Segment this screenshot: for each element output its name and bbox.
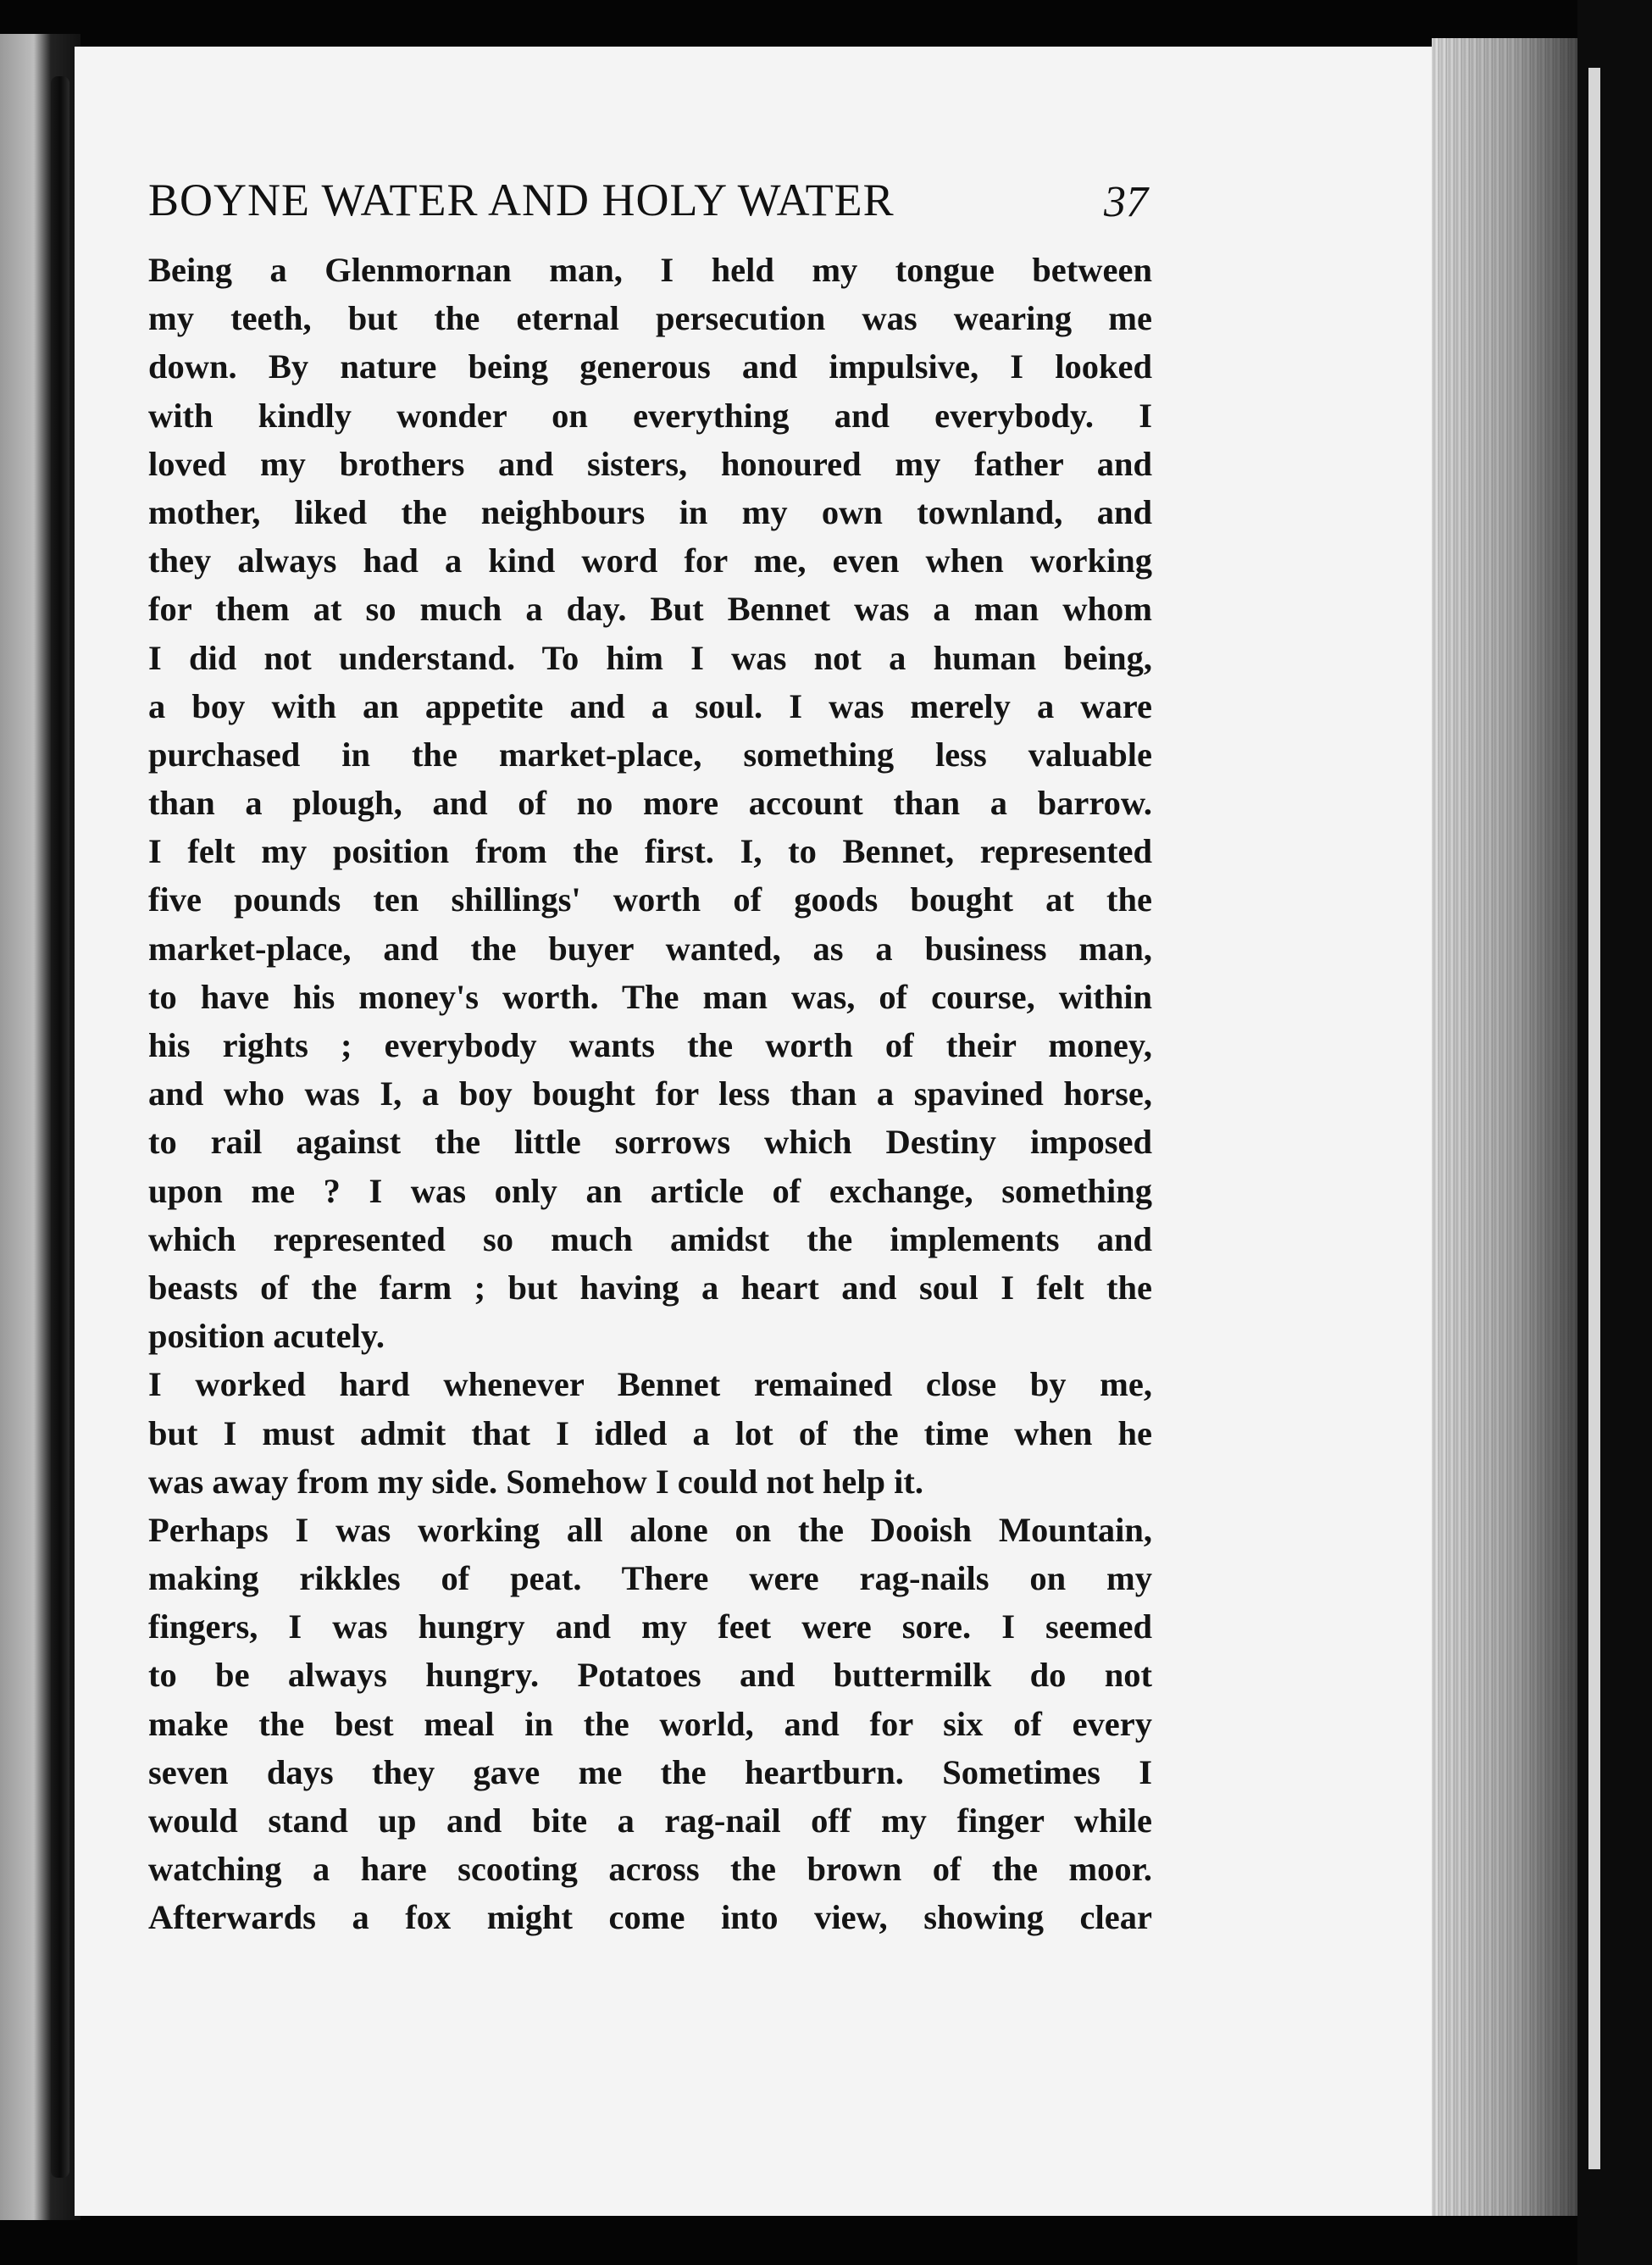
running-head: BOYNE WATER AND HOLY WATER xyxy=(148,175,895,225)
text-line: I did not understand. To him I was not a human being, xyxy=(148,638,1152,677)
text-line: which represented so much amidst the implements and xyxy=(148,1219,1152,1258)
text-line: purchased in the market-place, something less valuable xyxy=(148,735,1152,774)
text-line: market-place, and the buyer wanted, as a business man, xyxy=(148,929,1152,968)
text-line: they always had a kind word for me, even when working xyxy=(148,541,1152,580)
text-line: upon me ? I was only an article of exchange, something xyxy=(148,1171,1152,1210)
text-line: his rights ; everybody wants the worth of their money, xyxy=(148,1026,1152,1064)
binding-shadow xyxy=(51,76,69,2178)
paragraph xyxy=(148,246,1152,1360)
text-line: I worked hard whenever Bennet remained close by me, xyxy=(148,1365,1152,1404)
text-line: position acutely. xyxy=(148,1317,385,1356)
text-line: beasts of the farm ; but having a heart and soul I felt the xyxy=(148,1268,1152,1307)
text-line: to be always hungry. Potatoes and buttermilk do not xyxy=(148,1656,1152,1695)
text-line: but I must admit that I idled a lot of the time when he xyxy=(148,1413,1152,1452)
text-line: my teeth, but the eternal persecution was wearing me xyxy=(148,299,1152,338)
text-line: would stand up and bite a rag-nail off my finger while xyxy=(148,1801,1152,1840)
text-line: watching a hare scooting across the brown of the moor. xyxy=(148,1850,1152,1889)
text-line: mother, liked the neighbours in my own townland, and xyxy=(148,492,1152,531)
text-line: than a plough, and of no more account than a barrow. xyxy=(148,784,1152,823)
page-header xyxy=(148,174,1148,241)
paragraph xyxy=(148,1360,1152,1506)
text-line: loved my brothers and sisters, honoured my father and xyxy=(148,444,1152,483)
text-line: fingers, I was hungry and my feet were sore. I seemed xyxy=(148,1607,1152,1646)
text-line: a boy with an appetite and a soul. I was merely a ware xyxy=(148,686,1152,725)
text-line: make the best meal in the world, and for six of every xyxy=(148,1704,1152,1743)
right-border-strip xyxy=(1588,68,1600,2169)
text-line: was away from my side. Somehow I could not help it. xyxy=(148,1462,924,1501)
body-text xyxy=(148,246,1152,1942)
text-line: seven days they gave me the heartburn. Sometimes I xyxy=(148,1752,1152,1791)
text-line: to have his money's worth. The man was, of course, within xyxy=(148,977,1152,1016)
text-line: Perhaps I was working all alone on the Dooish Mountain, xyxy=(148,1510,1152,1549)
text-line: five pounds ten shillings' worth of goods bought at the xyxy=(148,880,1152,919)
text-line: for them at so much a day. But Bennet was a man whom xyxy=(148,590,1152,629)
text-line: with kindly wonder on everything and everybody. I xyxy=(148,396,1152,435)
text-line: making rikkles of peat. There were rag-nails on my xyxy=(148,1559,1152,1598)
paragraph xyxy=(148,1506,1152,1942)
text-line: down. By nature being generous and impulsive, I looked xyxy=(148,347,1152,386)
text-line: Being a Glenmornan man, I held my tongue between xyxy=(148,251,1152,289)
text-line: and who was I, a boy bought for less than a spavined horse, xyxy=(148,1074,1152,1113)
text-line: to rail against the little sorrows which Destiny imposed xyxy=(148,1123,1152,1162)
page-number: 37 xyxy=(1104,178,1148,226)
page-edges-shadow xyxy=(1432,38,1580,2216)
text-line: I felt my position from the first. I, to Bennet, represented xyxy=(148,832,1152,871)
text-line: Afterwards a fox might come into view, showing clear xyxy=(148,1898,1152,1937)
